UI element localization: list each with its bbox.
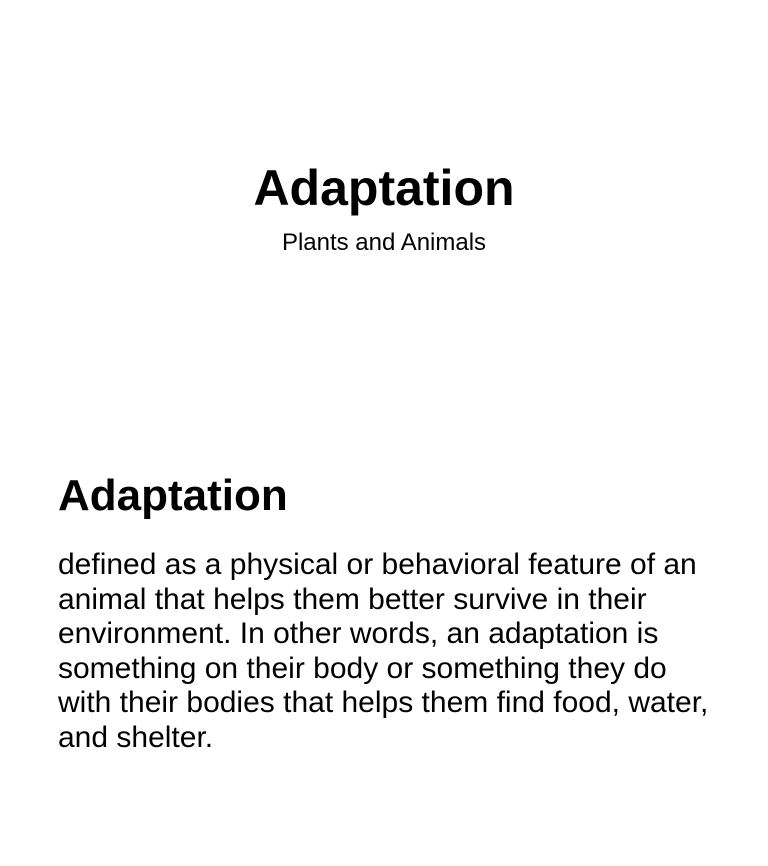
slide-subtitle: Plants and Animals bbox=[281, 229, 487, 256]
definition-slide bbox=[0, 433, 768, 866]
slide-title: Adaptation bbox=[253, 160, 515, 216]
definition-text: defined as a physical or behavioral feature of an animal that helps them better survive in their environment. In other words, an adaptation is something on their body or something they do with their bodies that helps them find food, water, and shelter. bbox=[58, 548, 709, 754]
section-heading: Adaptation bbox=[58, 471, 288, 520]
